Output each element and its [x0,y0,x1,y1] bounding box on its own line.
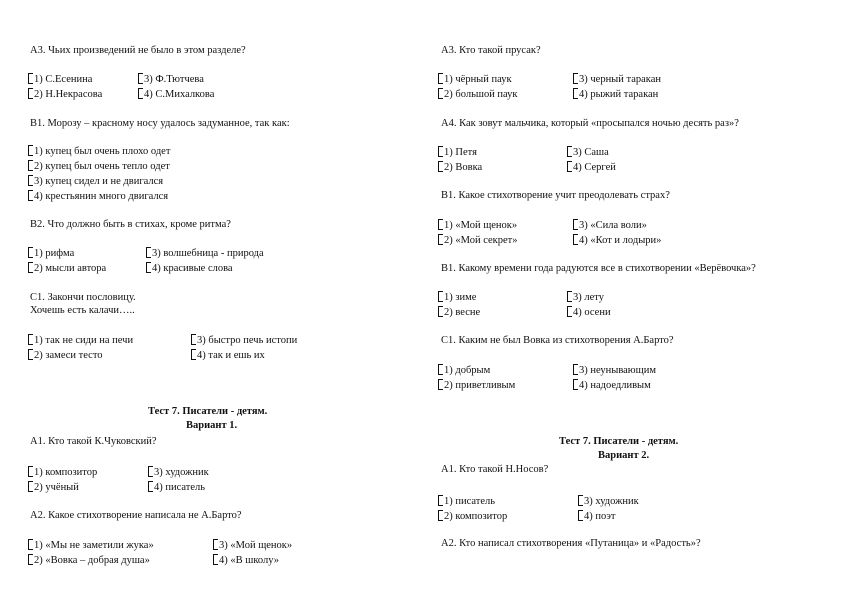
option-2: 2) замеси тесто [28,349,103,362]
option-2: 2) учёный [28,481,79,494]
option-2: 2) весне [438,306,480,319]
option-2: 2) «Мой секрет» [438,234,518,247]
option-3: 3) неунывающим [573,364,656,377]
option-4: 4) поэт [578,510,615,523]
option-1: 1) рифма [28,247,74,260]
option-2: 2) купец был очень тепло одет [28,160,170,173]
option-3: 3) художник [148,466,209,479]
option-1: 1) С.Есенина [28,73,92,86]
question-a1: А1. Кто такой К.Чуковский? [30,436,157,447]
question-c1-line2: Хочешь есть калачи….. [30,305,135,316]
option-1: 1) композитор [28,466,97,479]
option-1: 1) зиме [438,291,476,304]
option-4: 4) «В школу» [213,554,279,567]
option-1: 1) «Мы не заметили жука» [28,539,154,552]
option-4: 4) Сергей [567,161,616,174]
option-4: 4) писатель [148,481,205,494]
option-1: 1) Петя [438,146,477,159]
left-column [0,0,400,595]
question-b1-season: В1. Какому времени года радуются все в стихотворении «Верёвочка»? [441,263,756,274]
question-a2: А2. Кто написал стихотворения «Путаница» и «Радость»? [441,538,701,549]
right-column [421,0,821,595]
test-title: Тест 7. Писатели - детям. [559,436,679,447]
option-3: 3) Саша [567,146,609,159]
question-b1-courage: В1. Какое стихотворение учит преодолевать страх? [441,190,670,201]
option-2: 2) Вовка [438,161,482,174]
option-2: 2) композитор [438,510,507,523]
question-a3: А3. Кто такой прусак? [441,45,541,56]
option-4: 4) С.Михалкова [138,88,214,101]
option-3: 3) волшебница - природа [146,247,264,260]
option-1: 1) купец был очень плохо одет [28,145,170,158]
option-3: 3) быстро печь истопи [191,334,297,347]
question-c1: С1. Закончи пословицу. [30,292,136,303]
option-1: 1) так не сиди на печи [28,334,133,347]
option-2: 2) Н.Некрасова [28,88,102,101]
option-3: 3) Ф.Тютчева [138,73,204,86]
option-4: 4) осени [567,306,611,319]
option-1: 1) чёрный паук [438,73,512,86]
option-1: 1) писатель [438,495,495,508]
question-a1: А1. Кто такой Н.Носов? [441,464,549,475]
question-a4: А4. Как зовут мальчика, который «просыпался ночью десять раз»? [441,118,739,129]
question-b1: В1. Морозу – красному носу удалось задуманное, так как: [30,118,290,129]
option-3: 3) черный таракан [573,73,661,86]
option-4: 4) красивые слова [146,262,233,275]
test-title: Тест 7. Писатели - детям. [148,406,268,417]
option-4: 4) «Кот и лодыри» [573,234,661,247]
option-3: 3) «Сила воли» [573,219,647,232]
question-c1: С1. Каким не был Вовка из стихотворения А.Барто? [441,335,674,346]
option-1: 1) «Мой щенок» [438,219,517,232]
option-1: 1) добрым [438,364,490,377]
option-3: 3) лету [567,291,604,304]
question-a2: А2. Какое стихотворение написала не А.Барто? [30,510,242,521]
question-b2: В2. Что должно быть в стихах, кроме ритма? [30,219,231,230]
option-3: 3) художник [578,495,639,508]
option-4: 4) крестьянин много двигался [28,190,168,203]
option-4: 4) надоедливым [573,379,651,392]
question-a3: А3. Чьих произведений не было в этом разделе? [30,45,246,56]
option-2: 2) мысли автора [28,262,106,275]
option-2: 2) большой паук [438,88,518,101]
option-4: 4) рыжий таракан [573,88,658,101]
option-4: 4) так и ешь их [191,349,265,362]
option-2: 2) приветливым [438,379,515,392]
test-variant: Вариант 1. [186,420,238,431]
option-3: 3) «Мой щенок» [213,539,292,552]
test-variant: Вариант 2. [598,450,650,461]
option-2: 2) «Вовка – добрая душа» [28,554,150,567]
option-3: 3) купец сидел и не двигался [28,175,163,188]
